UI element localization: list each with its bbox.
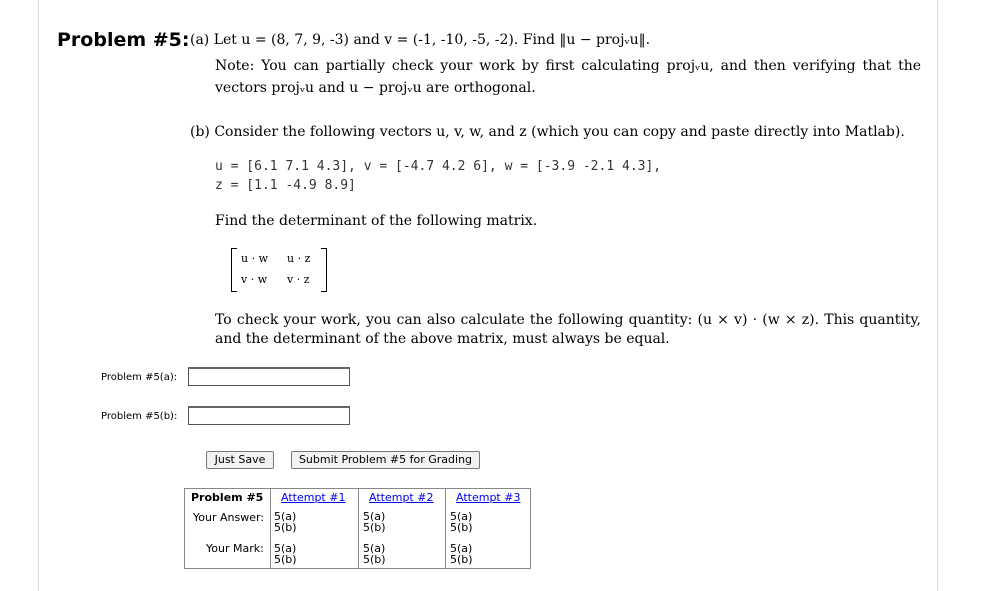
part-a-note: Note: You can partially check your work by first calculating projᵥu, and then verifying that the vectors projᵥu and u − projᵥu are orthogonal. (215, 58, 921, 96)
page-border-left (38, 0, 39, 591)
attempt-3-mark-b: 5(b) (450, 553, 473, 566)
part-a-question: (a) Let u = (8, 7, 9, -3) and v = (-1, -10, -5, -2). Find ‖u − projᵥu‖. (190, 32, 651, 48)
attempt-2-answer-a: 5(a) (363, 510, 386, 523)
attempt-2-link[interactable]: Attempt #2 (369, 491, 434, 504)
attempt-1-link[interactable]: Attempt #1 (281, 491, 346, 504)
answer-b-input[interactable] (188, 406, 350, 425)
matrix-cell-12: u · z (287, 252, 311, 265)
just-save-button[interactable]: Just Save (206, 451, 274, 469)
matrix-left-bracket (231, 248, 237, 292)
matrix-right-bracket (321, 248, 327, 292)
attempt-2-mark-a: 5(a) (363, 542, 386, 555)
problem-title: Problem #5: (57, 29, 190, 51)
attempt-1-mark-b: 5(b) (274, 553, 297, 566)
matrix-cell-11: u · w (241, 252, 268, 265)
table-divider (358, 489, 359, 568)
table-divider (270, 489, 271, 568)
vector-code-line-1: u = [6.1 7.1 4.3], v = [-4.7 4.2 6], w = [-3.9 -2.1 4.3], (215, 159, 662, 174)
your-answer-label: Your Answer: (193, 511, 265, 524)
vector-code-line-2: z = [1.1 -4.9 8.9] (215, 178, 356, 193)
attempt-1-mark-a: 5(a) (274, 542, 297, 555)
attempt-2-mark-b: 5(b) (363, 553, 386, 566)
find-determinant-text: Find the determinant of the following matrix. (215, 213, 538, 229)
attempt-3-answer-b: 5(b) (450, 521, 473, 534)
check-work-text: To check your work, you can also calculate the following quantity: (u × v) · (w × z). This quantity, and the determinant of the above matrix, must always be equal. (215, 312, 921, 347)
attempt-1-answer-b: 5(b) (274, 521, 297, 534)
attempts-table (184, 488, 531, 569)
your-mark-label: Your Mark: (206, 542, 264, 555)
answer-a-label: Problem #5(a): (101, 372, 178, 383)
answer-b-label: Problem #5(b): (101, 411, 178, 422)
attempt-3-answer-a: 5(a) (450, 510, 473, 523)
table-divider (445, 489, 446, 568)
attempt-1-answer-a: 5(a) (274, 510, 297, 523)
attempt-2-answer-b: 5(b) (363, 521, 386, 534)
matrix-cell-21: v · w (241, 273, 268, 286)
matrix (231, 248, 327, 292)
page-border-right (937, 0, 938, 591)
part-b-question: (b) Consider the following vectors u, v, w, and z (which you can copy and paste directly into Matlab). (190, 124, 905, 140)
attempt-3-mark-a: 5(a) (450, 542, 473, 555)
table-header-problem: Problem #5 (191, 491, 264, 504)
matrix-cell-22: v · z (287, 273, 310, 286)
answer-a-input[interactable] (188, 367, 350, 386)
submit-grading-button[interactable]: Submit Problem #5 for Grading (291, 451, 480, 469)
attempt-3-link[interactable]: Attempt #3 (456, 491, 521, 504)
